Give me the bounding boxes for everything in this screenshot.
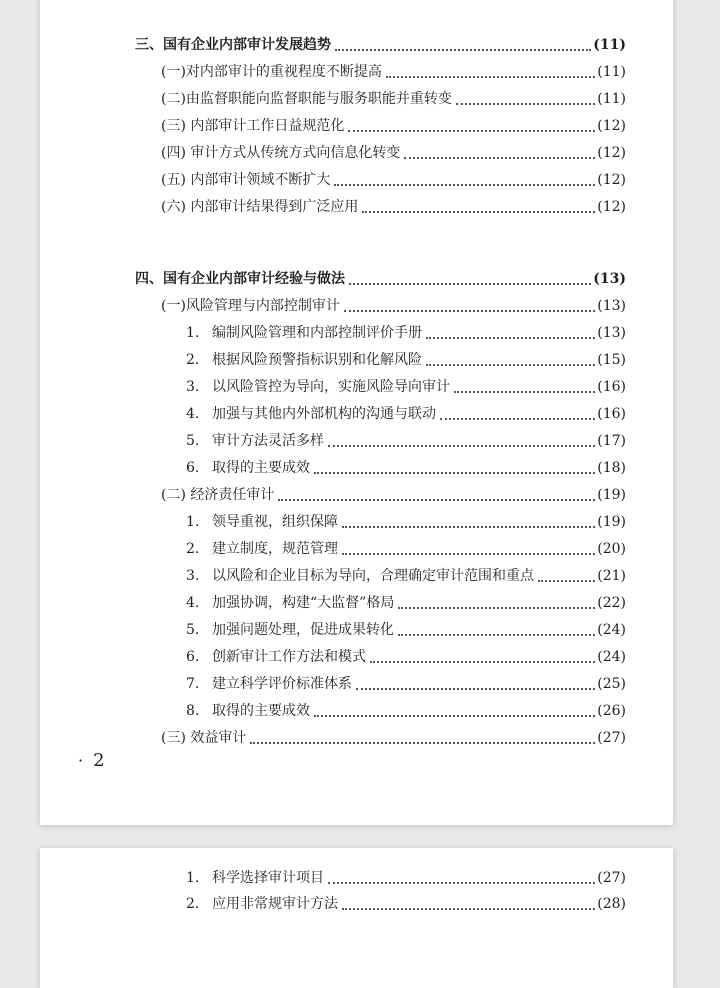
dot-leader	[250, 741, 595, 744]
toc-entry[interactable]	[161, 198, 626, 216]
toc-entry[interactable]	[186, 675, 626, 693]
toc-entry-page: (12)	[597, 199, 626, 215]
toc-entry-number: 2.	[186, 352, 200, 368]
toc-entry-title	[186, 702, 310, 720]
toc-entry[interactable]	[186, 378, 626, 396]
toc-entry-number: 8.	[186, 703, 200, 719]
toc-entry-title	[135, 36, 331, 54]
toc-entry-text: (五) 内部审计领域不断扩大	[161, 172, 331, 188]
toc-entry-page: (12)	[597, 172, 626, 188]
toc-entry-text: 三、国有企业内部审计发展趋势	[135, 37, 331, 53]
toc-entry[interactable]	[161, 486, 626, 504]
toc-entry-title	[135, 270, 345, 288]
toc-entry-title	[186, 540, 338, 558]
toc-entry-text: (二)由监督职能向监督职能与服务职能并重转变	[161, 91, 452, 107]
toc-entry-page: (24)	[597, 622, 626, 638]
toc-entry-text: 审计方法灵活多样	[212, 433, 324, 449]
toc-entry-title	[161, 729, 246, 747]
toc-entry-page: (22)	[597, 595, 626, 611]
toc-entry-page: (13)	[597, 325, 626, 341]
toc-entry-page: (12)	[597, 118, 626, 134]
toc-entry[interactable]	[161, 144, 626, 162]
dot-leader	[426, 363, 595, 366]
toc-entry-text: 取得的主要成效	[212, 703, 310, 719]
dot-leader	[404, 156, 595, 159]
toc-entry-title	[161, 144, 400, 162]
toc-entry-title	[186, 594, 394, 612]
toc-entry-title	[161, 90, 452, 108]
toc-entry-number: 1.	[186, 870, 200, 886]
page-number-value: 2	[93, 750, 105, 771]
toc-entry-page: (16)	[597, 379, 626, 395]
toc-entry-page: (21)	[597, 568, 626, 584]
toc-entry-number: 2.	[186, 541, 200, 557]
dot-leader	[398, 606, 595, 609]
dot-leader	[370, 660, 595, 663]
dot-leader	[426, 336, 595, 339]
page-number	[78, 750, 105, 771]
toc-entry-title	[161, 117, 344, 135]
toc-entry-page: (25)	[597, 676, 626, 692]
dot-leader	[314, 714, 595, 717]
toc-entry-number: 5.	[186, 433, 200, 449]
toc-entry[interactable]	[186, 567, 626, 585]
toc-entry-number: 4.	[186, 406, 200, 422]
dot-leader	[356, 687, 595, 690]
dot-leader	[348, 129, 595, 132]
toc-entry-title	[186, 405, 436, 423]
dot-leader	[456, 102, 595, 105]
toc-entry-title	[161, 63, 382, 81]
toc-entry-number: 1.	[186, 325, 200, 341]
toc-entry-number: 5.	[186, 622, 200, 638]
dot-leader	[314, 471, 595, 474]
dot-leader	[342, 552, 595, 555]
toc-entry-text: 建立制度，规范管理	[212, 541, 338, 557]
dot-leader	[349, 282, 591, 285]
toc-entry-page: (17)	[597, 433, 626, 449]
dot-leader	[362, 210, 595, 213]
document-page-2	[40, 848, 673, 988]
toc-entry-text: 建立科学评价标准体系	[212, 676, 352, 692]
dot-leader	[328, 881, 595, 884]
toc-entry-text: 创新审计工作方法和模式	[212, 649, 366, 665]
toc-entry[interactable]	[186, 432, 626, 450]
toc-entry-number: 6.	[186, 460, 200, 476]
toc-entry-title	[186, 675, 352, 693]
toc-entry[interactable]	[186, 621, 626, 639]
toc-entry[interactable]	[161, 171, 626, 189]
toc-entry-text: 加强与其他内外部机构的沟通与联动	[212, 406, 436, 422]
dot-leader	[538, 579, 595, 582]
toc-entry-text: 取得的主要成效	[212, 460, 310, 476]
toc-entry[interactable]	[186, 594, 626, 612]
toc-entry-page: (28)	[597, 896, 626, 912]
toc-entry-number: 4.	[186, 595, 200, 611]
toc-entry-text: (一)对内部审计的重视程度不断提高	[161, 64, 382, 80]
toc-entry-text: (六) 内部审计结果得到广泛应用	[161, 199, 359, 215]
toc-entry-text: 科学选择审计项目	[212, 870, 324, 886]
toc-entry-title	[186, 432, 324, 450]
toc-entry[interactable]	[186, 869, 626, 887]
toc-entry-text: 加强协调，构建“大监督”格局	[212, 595, 395, 611]
toc-entry-text: 领导重视，组织保障	[212, 514, 338, 530]
toc-entry-text: 四、国有企业内部审计经验与做法	[135, 271, 345, 287]
toc-entry-title	[186, 567, 534, 585]
toc-entry-title	[161, 486, 274, 504]
toc-entry[interactable]	[186, 648, 626, 666]
toc-entry-page: (11)	[597, 64, 626, 80]
toc-entry-number: 2.	[186, 896, 200, 912]
dot-leader	[398, 633, 595, 636]
toc-entry[interactable]	[186, 895, 626, 913]
toc-entry-page: (19)	[597, 487, 626, 503]
toc-entry-page: (13)	[593, 271, 626, 287]
toc-entry-title	[186, 869, 324, 887]
toc-entry-page: (24)	[597, 649, 626, 665]
toc-entry[interactable]	[161, 90, 626, 108]
toc-entry-page: (26)	[597, 703, 626, 719]
page-number-dot: ·	[78, 751, 84, 770]
toc-entry[interactable]	[186, 459, 626, 477]
toc-entry[interactable]	[161, 297, 626, 315]
toc-entry-page: (13)	[597, 298, 626, 314]
toc-entry-number: 3.	[186, 568, 200, 584]
dot-leader	[386, 75, 595, 78]
toc-entry-title	[186, 459, 310, 477]
toc-entry-page: (27)	[597, 870, 626, 886]
document-page-1	[40, 0, 673, 825]
toc-entry[interactable]	[186, 513, 626, 531]
toc-entry-page: (18)	[597, 460, 626, 476]
toc-entry[interactable]	[186, 540, 626, 558]
toc-entry-number: 7.	[186, 676, 200, 692]
toc-entry-page: (12)	[597, 145, 626, 161]
toc-entry-title	[186, 648, 366, 666]
dot-leader	[278, 498, 595, 501]
toc-entry-title	[186, 324, 422, 342]
toc-entry-text: (三) 效益审计	[161, 730, 247, 746]
toc-entry-text: 加强问题处理，促进成果转化	[212, 622, 394, 638]
toc-entry-number: 3.	[186, 379, 200, 395]
toc-entry-title	[161, 297, 340, 315]
toc-entry-page: (27)	[597, 730, 626, 746]
toc-entry-number: 1.	[186, 514, 200, 530]
dot-leader	[454, 390, 595, 393]
toc-entry[interactable]	[186, 324, 626, 342]
toc-entry[interactable]	[161, 729, 626, 747]
toc-entry-text: (一)风险管理与内部控制审计	[161, 298, 340, 314]
dot-leader	[342, 525, 595, 528]
toc-entry-text: (四) 审计方式从传统方式向信息化转变	[161, 145, 401, 161]
dot-leader	[344, 309, 595, 312]
toc-entry-title	[186, 895, 338, 913]
toc-entry-title	[186, 513, 338, 531]
dot-leader	[328, 444, 595, 447]
toc-entry[interactable]	[161, 117, 626, 135]
toc-entry-page: (16)	[597, 406, 626, 422]
toc-entry-text: 编制风险管理和内部控制评价手册	[212, 325, 422, 341]
toc-entry-page: (15)	[597, 352, 626, 368]
toc-entry-text: 应用非常规审计方法	[212, 896, 338, 912]
toc-entry-page: (11)	[593, 37, 626, 53]
toc-entry-number: 6.	[186, 649, 200, 665]
toc-entry[interactable]	[186, 351, 626, 369]
dot-leader	[440, 417, 595, 420]
toc-entry[interactable]	[186, 405, 626, 423]
toc-entry-page: (11)	[597, 91, 626, 107]
toc-entry-title	[186, 378, 450, 396]
toc-entry-title	[186, 351, 422, 369]
toc-entry-title	[161, 198, 358, 216]
toc-entry-title	[161, 171, 330, 189]
dot-leader	[335, 48, 591, 51]
toc-entry-text: (三) 内部审计工作日益规范化	[161, 118, 345, 134]
toc-entry-page: (19)	[597, 514, 626, 530]
toc-entry[interactable]	[161, 63, 626, 81]
dot-leader	[334, 183, 595, 186]
toc-entry-text: 以风险管控为导向，实施风险导向审计	[212, 379, 450, 395]
toc-entry-text: (二) 经济责任审计	[161, 487, 275, 503]
toc-entry-text: 以风险和企业目标为导向，合理确定审计范围和重点	[212, 568, 534, 584]
dot-leader	[342, 907, 595, 910]
toc-entry-text: 根据风险预警指标识别和化解风险	[212, 352, 422, 368]
toc-entry-page: (20)	[597, 541, 626, 557]
toc-entry[interactable]	[135, 270, 626, 288]
toc-entry[interactable]	[186, 702, 626, 720]
toc-entry[interactable]	[135, 36, 626, 54]
toc-entry-title	[186, 621, 394, 639]
